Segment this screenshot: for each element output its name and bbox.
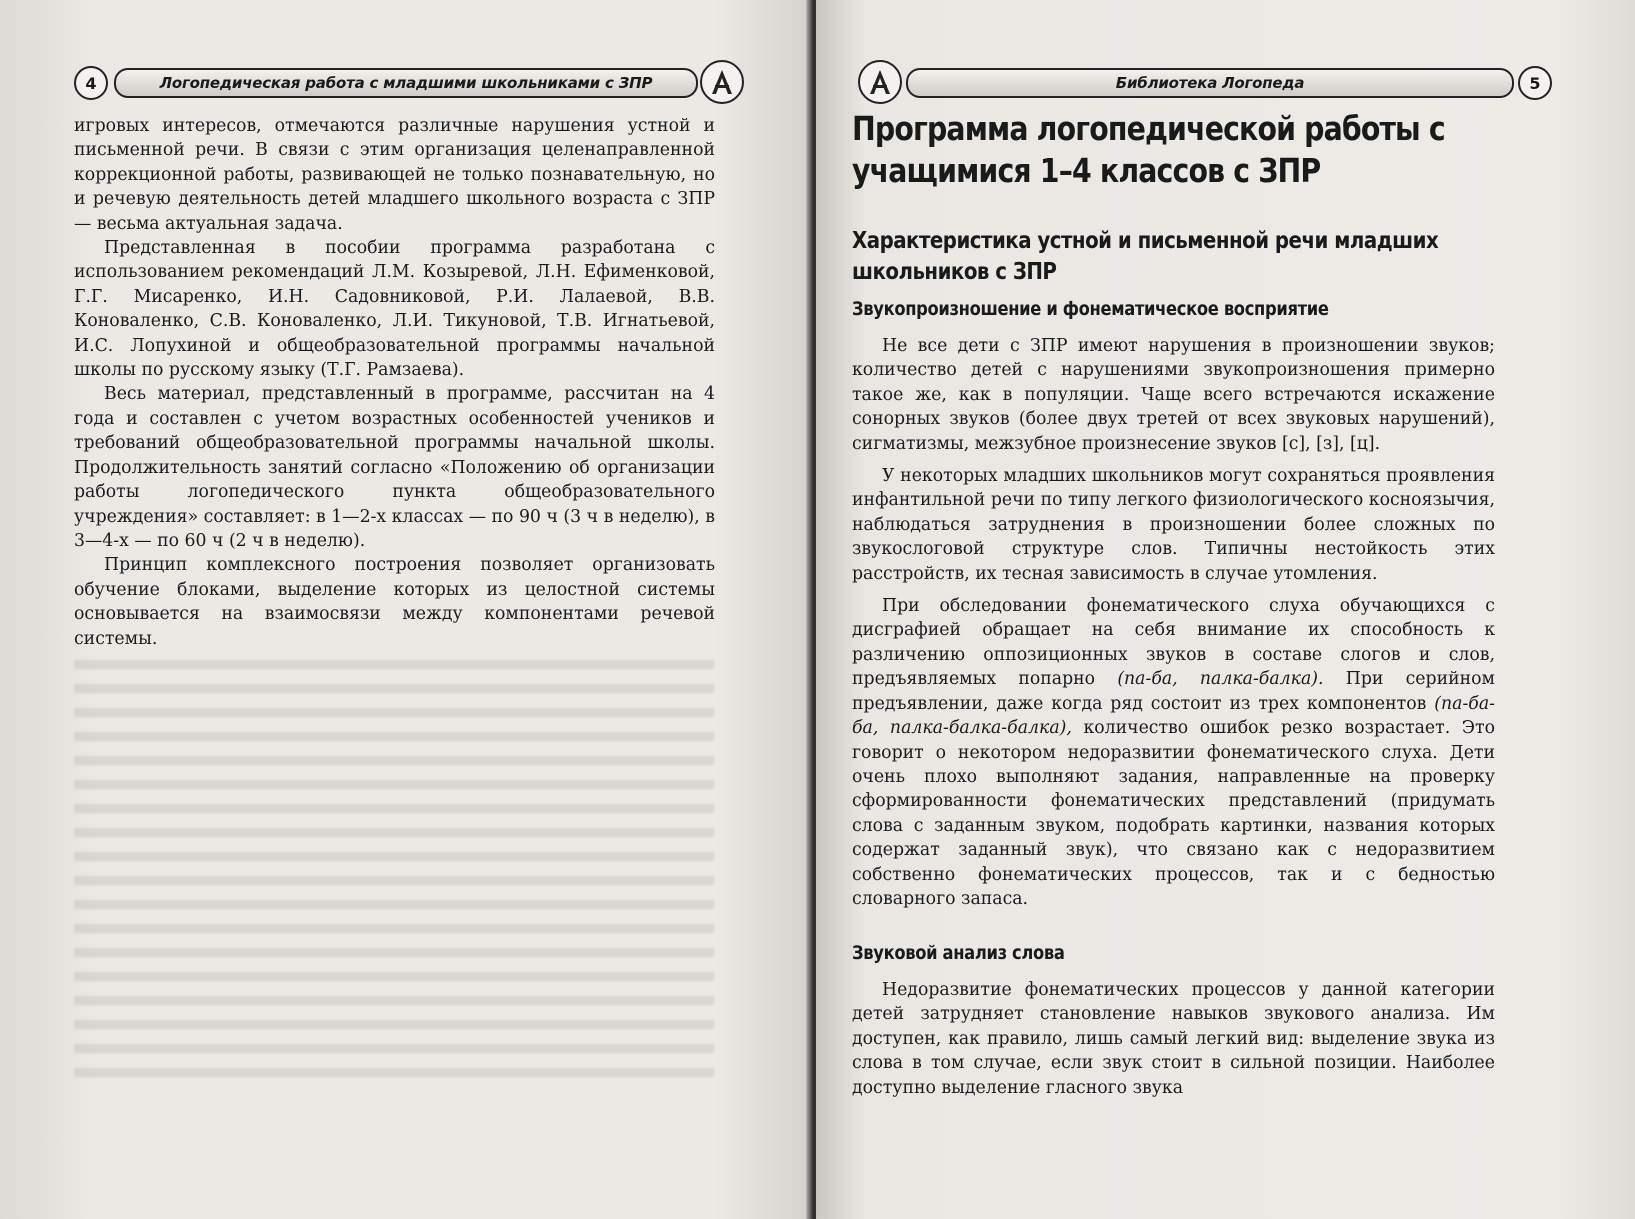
paragraph: Не все дети с ЗПР имеют нарушения в произношении звуков; количество детей с нарушениями звукопроизношения примерно такое же, как в популяции. Чаще всего встречаются искажение сонорных звуков (более двух третей от всех звуковых нарушений), сигматизмы, межзубное произнесение звуков [с], [з], [ц].: [852, 336, 1495, 454]
page-number: 4: [74, 66, 108, 100]
text-run: При серийном предъявлении, даже когда ряд состоит из трех компонентов: [852, 669, 1495, 714]
chapter-subtitle: Характеристика устной и письменной речи младших школьников с ЗПР: [852, 228, 1439, 285]
example-italic: (па-ба-ба, палка-балка-балка),: [852, 693, 1495, 739]
paragraph: [852, 594, 1495, 911]
section2-text: [852, 978, 1495, 1100]
paragraph: У некоторых младших школьников могут сохраняться проявления инфантильной речи по типу легкого физиологического косноязычия, наблюдаться затруднения в произношении более сложных по звукослоговой структуре слов. Типичны нестойкость этих расстройств, их тесная зависимость в случае утомления.: [852, 466, 1495, 584]
paragraph: Недоразвитие фонематических процессов у данной категории детей затрудняет становление навыков звукового анализа. Им доступен, как правило, лишь самый легкий вид: выделение звука из слова в том случае, если звук стоит в сильной позиции. Наиболее доступно выделение гласного звука: [852, 980, 1495, 1098]
left-page: [0, 0, 812, 1219]
paragraph: игровых интересов, отмечаются различные нарушения устной и письменной речи. В связи с этим организация целенаправленной коррекционной работы, развивающей не только познавательную, но и речевую деятельность детей младшего школьного возраста с ЗПР — весьма актуальная задача.: [74, 116, 715, 234]
example-italic: (па-ба, палка-балка).: [1117, 669, 1324, 690]
section1-text: [852, 334, 1495, 911]
text-run: При обследовании фонематического слуха обучающихся с дисграфией обращает на себя внимание их способность к различению оппозиционных звуков в составе слогов и слов, предъявляемых попарно: [852, 596, 1495, 690]
right-running-header: [858, 66, 1558, 100]
page-number: 5: [1518, 66, 1552, 100]
running-title: Логопедическая работа с младшими школьниками с ЗПР: [114, 68, 698, 98]
left-body-text: [74, 114, 715, 651]
publisher-logo-icon: [858, 60, 902, 104]
bleed-through-shadow: [74, 660, 714, 1080]
right-page: [816, 0, 1635, 1219]
left-running-header: [74, 66, 744, 100]
text-run: количество ошибок резко возрастает. Это говорит о некотором недоразвитии фонематического слуха. Дети очень плохо выполняют задания, направленные на проверку сформированности фонематических представлений (придумать слова с заданным звуком, подобрать картинки, названия которых содержат заданный звук), что связано как с недоразвитием собственно фонематических процессов, так и с бедностью словарного запаса.: [852, 718, 1495, 909]
running-title: Библиотека Логопеда: [906, 68, 1514, 98]
paragraph: Принцип комплексного построения позволяет организовать обучение блоками, выделение которых из целостной системы основывается на взаимосвязи между компонентами речевой системы.: [74, 555, 715, 649]
section-heading: Звуковой анализ слова: [852, 942, 1065, 964]
paragraph: Представленная в пособии программа разработана с использованием рекомендаций Л.М. Козыревой, Л.Н. Ефименковой, Г.Г. Мисаренко, И.Н. Садовниковой, Р.И. Лалаевой, В.В. Коноваленко, С.В. Коноваленко, Л.И. Тикуновой, Т.В. Игнатьевой, И.С. Лопухиной и общеобразовательной программы начальной школы по русскому языку (Т.Г. Рамзаева).: [74, 238, 715, 381]
publisher-logo-icon: [700, 60, 744, 104]
paragraph: Весь материал, представленный в программе, рассчитан на 4 года и составлен с учетом возрастных особенностей учеников и требований общеобразовательной программы начальной школы. Продолжительность занятий согласно «Положению об организации работы логопедического пункта общеобразовательного учреждения» составляет: в 1—2-х классах — по 90 ч (3 ч в неделю), в 3—4-х — по 60 ч (2 ч в неделю).: [74, 384, 715, 551]
chapter-title: Программа логопедической работы с учащимися 1–4 классов с ЗПР: [852, 109, 1445, 190]
section-heading: Звукопроизношение и фонематическое восприятие: [852, 298, 1329, 320]
